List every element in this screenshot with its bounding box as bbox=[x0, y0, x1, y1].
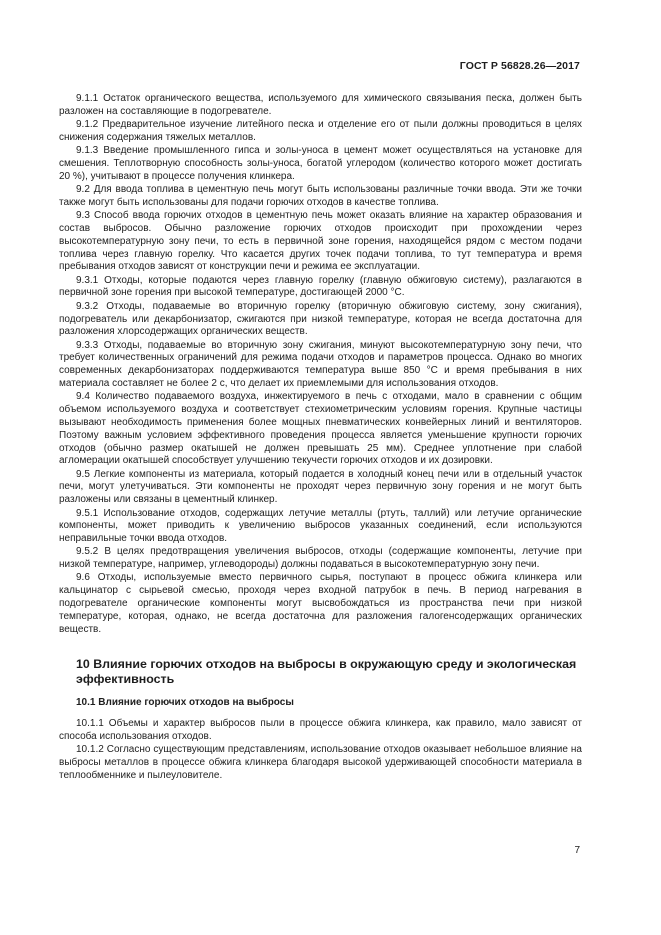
paragraph-9-5-1: 9.5.1 Использование отходов, содержащих летучие металлы (ртуть, таллий) или летучие органические компоненты, может приводить к увеличению выбросов указанных соединений, если используются неправильные точки ввода отходов. bbox=[59, 507, 582, 545]
document-body bbox=[59, 93, 582, 783]
paragraph-9-6: 9.6 Отходы, используемые вместо первичного сырья, поступают в процесс обжига клинкера или кальцинатор с сырьевой смесью, проходя через входной патрубок в печь. В период нагревания в подогревателе органические компоненты могут высвобождаться из пространства печи при низкой температуре, которая, однако, не всегда достаточна для разложения галогенсодержащих органических веществ. bbox=[59, 572, 582, 635]
document-header: ГОСТ Р 56828.26—2017 bbox=[459, 60, 580, 72]
paragraph-9-3-2: 9.3.2 Отходы, подаваемые во вторичную горелку (вторичную обжиговую систему, зону сжигания), подогреватель или декарбонизатор, сжигаются при низкой температуре, которая не всегда достаточна для разложения хлорсодержащих органических веществ. bbox=[59, 300, 582, 338]
paragraph-9-5-2: 9.5.2 В целях предотвращения увеличения выбросов, отходы (содержащие компоненты, летучие при низкой температуре, например, углеводороды) должны подаваться в высокотемпературную зону печи. bbox=[59, 546, 582, 571]
paragraph-9-2: 9.2 Для ввода топлива в цементную печь могут быть использованы различные точки ввода. Эти же точки также могут быть использованы для подачи горючих отходов в качестве топлива. bbox=[59, 184, 582, 208]
paragraph-9-4: 9.4 Количество подаваемого воздуха, инжектируемого в печь с отходами, мало в сравнении с общим объемом используемого воздуха и соответствует стехиометрическим условиям горения. Крупные частицы вызывают необходимость применения более мощных пневматических конвейерных линий и вентиляторов. Поэтому важным условием эффективного проведения процесса является уменьшение крупности горючих отходов (обычно размер окатышей не должен превышать 25 мм). Среднее уплотнение при слабой агломерации окатышей способствует улучшению текучести горючих отходов и их дозировки. bbox=[59, 391, 582, 467]
paragraph-10-1-2: 10.1.2 Согласно существующим представлениям, использование отходов оказывает небольшое влияние на выбросы металлов в процессе обжига клинкера благодаря высокой удерживающей способности материала в теплообменнике и пылеуловителе. bbox=[59, 744, 582, 781]
paragraph-9-3: 9.3 Способ ввода горючих отходов в цементную печь может оказать влияние на характер образования и состав выбросов. Обычно разложение горючих отходов происходит при прохождении через высокотемпературную зону печи, то есть в первичной зоне горения, находящейся рядом с местом подачи топлива через главную горелку. Что касается других точек подачи топлива, то тут температура и время пребывания отходов зависят от конструкции печи и режима ее эксплуатации. bbox=[59, 210, 582, 273]
subsection-heading-10-1: 10.1 Влияние горючих отходов на выбросы bbox=[76, 697, 294, 709]
paragraph-10-1-1: 10.1.1 Объемы и характер выбросов пыли в процессе обжига клинкера, как правило, мало зависят от способа использования отходов. bbox=[59, 718, 582, 743]
paragraph-9-1-1: 9.1.1 Остаток органического вещества, используемого для химического связывания песка, должен быть разложен на составляющие в подогревателе. bbox=[59, 93, 582, 117]
paragraph-9-3-3: 9.3.3 Отходы, подаваемые во вторичную зону сжигания, минуют высокотемпературную зону печи, что требует количественных ограничений для режима подачи отходов и параметров процесса. Однако во многих современных декарбонизаторах поддерживаются температура выше 850 °C и время пребывания в них материала составляет не более 2 с, что делает их приемлемыми для использования отходов. bbox=[59, 339, 582, 390]
paragraph-9-1-2: 9.1.2 Предварительное изучение литейного песка и отделение его от пыли должны проводиться в целях снижения содержания тяжелых металлов. bbox=[59, 119, 582, 143]
paragraph-9-3-1: 9.3.1 Отходы, которые подаются через главную горелку (главную обжиговую систему), разлагаются в первичной зоне горения при высокой температуре, достигающей 2000 °C. bbox=[59, 274, 582, 299]
page-number: 7 bbox=[574, 845, 580, 856]
section-heading-10: 10 Влияние горючих отходов на выбросы в окружающую среду и экологическая эффективность bbox=[76, 657, 577, 687]
paragraph-9-5: 9.5 Легкие компоненты из материала, который подается в холодный конец печи или в отдельный участок печи, могут улетучиваться. Эти компоненты не проходят через первичную зону горения и не могут быть разложены или связаны в цементный клинкер. bbox=[59, 468, 582, 506]
paragraph-9-1-3: 9.1.3 Введение промышленного гипса и золы-уноса в цемент может осуществляться на установке для смешения. Теплотворную способность золы-уноса, богатой углеродом (количество которого может достигать 20 %), учитывают в процессе получения клинкера. bbox=[59, 145, 582, 182]
